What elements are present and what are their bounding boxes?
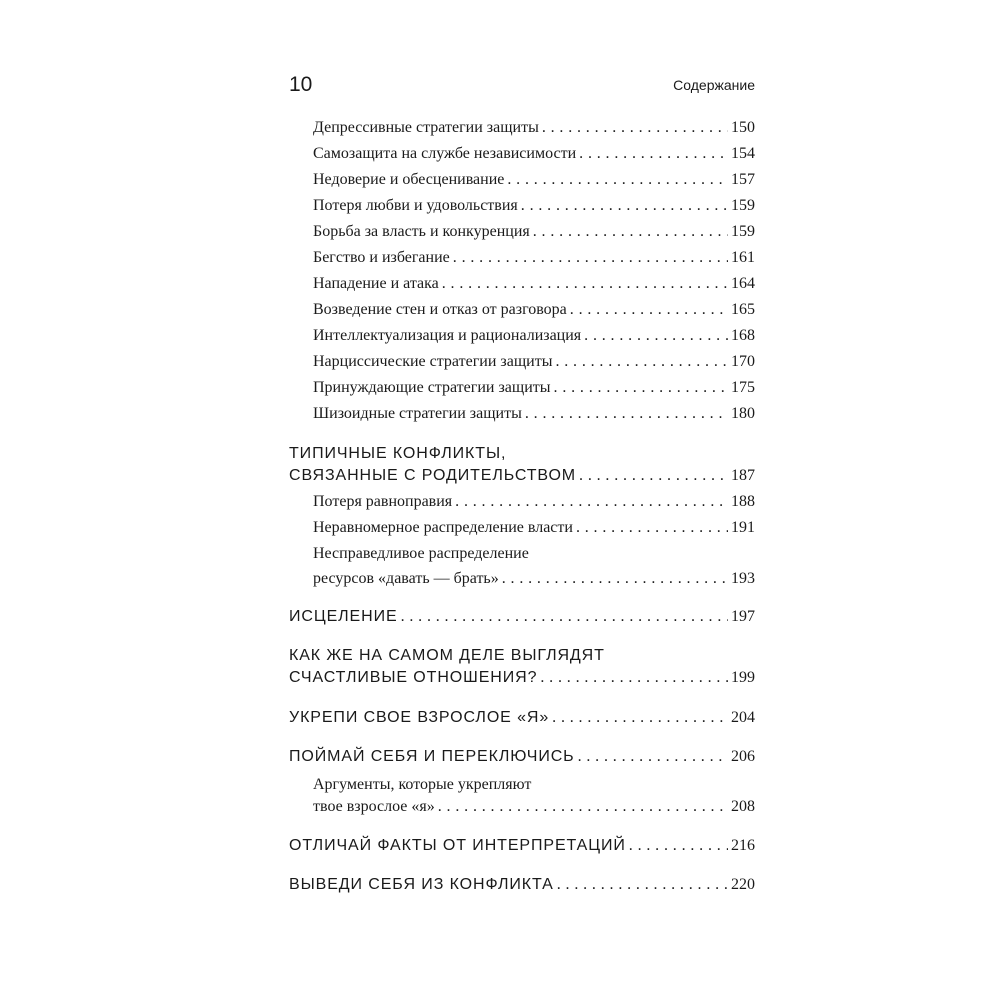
toc-entry-title: Депрессивные стратегии защиты bbox=[313, 119, 539, 136]
dot-leader bbox=[438, 794, 728, 820]
toc-entry-page: 175 bbox=[731, 379, 755, 396]
toc-entry-title: твое взрослое «я» bbox=[313, 798, 435, 815]
dot-leader bbox=[579, 141, 728, 167]
toc-entry-title: Возведение стен и отказ от разговора bbox=[313, 301, 567, 318]
toc-entry-page: 193 bbox=[731, 570, 755, 587]
toc-entry-uneven-power bbox=[313, 515, 755, 541]
dot-leader bbox=[579, 463, 728, 489]
toc-entry-page: 216 bbox=[731, 837, 755, 854]
toc-entry-arguments bbox=[313, 794, 755, 820]
toc-entry-page: 161 bbox=[731, 249, 755, 266]
dot-leader bbox=[525, 401, 728, 427]
toc-chapter-facts-interpretations bbox=[289, 833, 755, 859]
toc-entry-depressive-strategies bbox=[313, 115, 755, 141]
toc-entry-page: 188 bbox=[731, 493, 755, 510]
toc-entry-page: 204 bbox=[731, 709, 755, 726]
toc-entry-page: 154 bbox=[731, 145, 755, 162]
dot-leader bbox=[507, 167, 728, 193]
toc-entry-schizoid-strategies bbox=[313, 401, 755, 427]
toc-entry-page: 159 bbox=[731, 223, 755, 240]
toc-entry-title: Нападение и атака bbox=[313, 275, 439, 292]
toc-chapter-out-of-conflict bbox=[289, 872, 755, 898]
toc-entry-stonewalling bbox=[313, 297, 755, 323]
toc-entry-intellectualization bbox=[313, 323, 755, 349]
toc-entry-self-defense-independence bbox=[313, 141, 755, 167]
toc-entry-narcissistic-strategies bbox=[313, 349, 755, 375]
dot-leader bbox=[502, 566, 728, 592]
dot-leader bbox=[554, 375, 728, 401]
dot-leader bbox=[533, 219, 728, 245]
toc-entry-title: СВЯЗАННЫЕ С РОДИТЕЛЬСТВОМ bbox=[289, 467, 577, 484]
toc-entry-page: 208 bbox=[731, 798, 755, 815]
dot-leader bbox=[570, 297, 728, 323]
toc-chapter-parenting-conflicts bbox=[289, 463, 755, 489]
toc-entry-title-line: Несправедливое распределение bbox=[313, 545, 529, 562]
dot-leader bbox=[629, 833, 728, 859]
toc-entry-title: Неравномерное распределение власти bbox=[313, 519, 573, 536]
dot-leader bbox=[540, 665, 728, 691]
toc-entry-title: Потеря любви и удовольствия bbox=[313, 197, 518, 214]
dot-leader bbox=[557, 872, 728, 898]
toc-entry-title: Недоверие и обесценивание bbox=[313, 171, 505, 188]
dot-leader bbox=[442, 271, 728, 297]
toc-entry-title: ИСЦЕЛЕНИЕ bbox=[289, 608, 398, 625]
toc-entry-page: 206 bbox=[731, 748, 755, 765]
toc-entry-page: 197 bbox=[731, 608, 755, 625]
toc-entry-title: Потеря равноправия bbox=[313, 493, 453, 510]
toc-entry-title: СЧАСТЛИВЫЕ ОТНОШЕНИЯ? bbox=[289, 669, 538, 686]
dot-leader bbox=[555, 349, 728, 375]
toc-chapter-healing bbox=[289, 604, 755, 630]
toc-entry-page: 150 bbox=[731, 119, 755, 136]
toc-entry-title: ОТЛИЧАЙ ФАКТЫ ОТ ИНТЕРПРЕТАЦИЙ bbox=[289, 837, 626, 854]
toc-entry-page: 170 bbox=[731, 353, 755, 370]
toc-entry-title: ВЫВЕДИ СЕБЯ ИЗ КОНФЛИКТА bbox=[289, 876, 554, 893]
toc-entry-page: 180 bbox=[731, 405, 755, 422]
toc-entry-title: Интеллектуализация и рационализация bbox=[313, 327, 582, 344]
toc-entry-page: 164 bbox=[731, 275, 755, 292]
toc-entry-flight-avoidance bbox=[313, 245, 755, 271]
toc-entry-page: 159 bbox=[731, 197, 755, 214]
dot-leader bbox=[401, 604, 728, 630]
toc-entry-loss-of-equality bbox=[313, 489, 755, 515]
toc-chapter-title-line: КАК ЖЕ НА САМОМ ДЕЛЕ ВЫГЛЯДЯТ bbox=[289, 647, 605, 664]
toc-entry-title-line: Аргументы, которые укрепляют bbox=[313, 776, 532, 793]
dot-leader bbox=[552, 705, 728, 731]
toc-entry-title: Нарциссические стратегии защиты bbox=[313, 353, 553, 370]
running-head: Содержание bbox=[673, 77, 755, 93]
dot-leader bbox=[455, 489, 728, 515]
toc-entry-page: 168 bbox=[731, 327, 755, 344]
toc-entry-unfair-resources bbox=[313, 566, 755, 592]
toc-chapter-strengthen-adult-self bbox=[289, 705, 755, 731]
toc-entry-page: 199 bbox=[731, 669, 755, 686]
toc-entry-page: 220 bbox=[731, 876, 755, 893]
toc-chapter-title-line: ТИПИЧНЫЕ КОНФЛИКТЫ, bbox=[289, 445, 507, 462]
toc-entry-distrust-devaluation bbox=[313, 167, 755, 193]
toc-entry-page: 157 bbox=[731, 171, 755, 188]
dot-leader bbox=[542, 115, 728, 141]
toc-entry-compulsive-strategies bbox=[313, 375, 755, 401]
toc-entry-title: УКРЕПИ СВОЕ ВЗРОСЛОЕ «Я» bbox=[289, 709, 550, 726]
toc-chapter-catch-yourself bbox=[289, 744, 755, 770]
dot-leader bbox=[521, 193, 728, 219]
dot-leader bbox=[578, 744, 728, 770]
dot-leader bbox=[584, 323, 728, 349]
toc-entry-attack bbox=[313, 271, 755, 297]
toc-entry-title: Шизоидные стратегии защиты bbox=[313, 405, 522, 422]
dot-leader bbox=[576, 515, 728, 541]
toc-entry-page: 165 bbox=[731, 301, 755, 318]
toc-entry-title: Принуждающие стратегии защиты bbox=[313, 379, 551, 396]
toc-entry-page: 191 bbox=[731, 519, 755, 536]
toc-entry-title: Бегство и избегание bbox=[313, 249, 450, 266]
toc-entry-power-struggle bbox=[313, 219, 755, 245]
toc-chapter-happy-relationships bbox=[289, 665, 755, 691]
toc-entry-title: Самозащита на службе независимости bbox=[313, 145, 577, 162]
toc-entry-title: ПОЙМАЙ СЕБЯ И ПЕРЕКЛЮЧИСЬ bbox=[289, 748, 575, 765]
dot-leader bbox=[453, 245, 728, 271]
toc-entry-page: 187 bbox=[731, 467, 755, 484]
page-number: 10 bbox=[289, 73, 313, 96]
toc-entry-title: Борьба за власть и конкуренция bbox=[313, 223, 530, 240]
toc-entry-title: ресурсов «давать — брать» bbox=[313, 570, 499, 587]
toc-entry-loss-of-love bbox=[313, 193, 755, 219]
